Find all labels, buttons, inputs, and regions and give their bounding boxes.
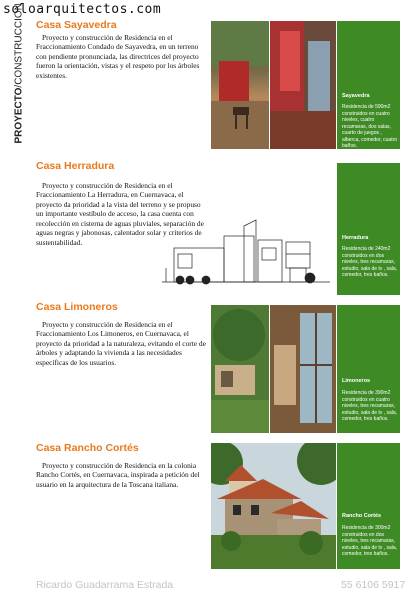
section-title-limoneros: Casa Limoneros	[36, 301, 118, 313]
section-title-herradura: Casa Herradura	[36, 160, 115, 172]
photo-sayavedra-red-wall	[270, 21, 336, 149]
info-card-sayavedra	[337, 21, 400, 149]
vertical-label-light: /CONSTRUCCION	[13, 3, 25, 88]
site-watermark: soloarquitectos.com	[3, 2, 162, 17]
desc-sayavedra: Residencia de 590m2 construidos en cuatro niveles, cuatro recamaras, dos salas, cuarto de juegos , alberca, comedor, cuatro baños.	[342, 104, 398, 149]
info-card-herradura	[337, 163, 400, 295]
caption-sayavedra: Sayavedra	[342, 93, 370, 99]
footer-name: Ricardo Guadarrama Estrada	[36, 579, 174, 591]
caption-herradura: Herradura	[342, 235, 369, 241]
footer-phone: 55 6106 5917	[341, 579, 406, 591]
section-body-limoneros: Proyecto y construcción de Residencia en el Fraccionamiento Los Limoneros, en Cuernavaca, el proyecto da prioridad a la naturaleza, evitando el corte de árboles y adaptando la vivienda a las necesidades específicas de los usuarios.	[36, 320, 206, 367]
caption-limoneros: Limoneros	[342, 378, 371, 384]
photo-sayavedra-interior	[211, 21, 269, 149]
elevation-drawing-herradura	[160, 218, 332, 296]
section-title-sayavedra: Casa Sayavedra	[36, 19, 117, 31]
vertical-label-bold: PROYECTO	[13, 87, 25, 144]
desc-limoneros: Residencia de 390m2 construidos en cuatro niveles, tres recamaras, estudio, sala de tv , sala, comedor, tres baños.	[342, 390, 398, 422]
desc-rancho-cortes: Residencia de 300m2 construidos en dos niveles, tres recamaras, estudio, sala de tv , sala, comedor, tres baños.	[342, 525, 398, 557]
section-body-sayavedra: Proyecto y construcción de Residencia en el Fraccionamiento Condado de Sayavedra, en un terreno con pendiente pronunciada, las directrices del proyecto fueron la orientación, vistas y el respeto por los árboles existentes.	[36, 33, 200, 80]
photo-limoneros-exterior	[211, 305, 269, 433]
photo-rancho-cortes-house	[211, 443, 336, 569]
info-card-limoneros	[337, 305, 400, 433]
vertical-section-label	[9, 3, 29, 148]
photo-limoneros-window	[270, 305, 336, 433]
caption-rancho-cortes: Rancho Cortés	[342, 513, 382, 519]
section-title-rancho-cortes: Casa Rancho Cortés	[36, 442, 139, 454]
desc-herradura: Residencia de 240m2 construidos en dos niveles, tres recamaras, estudio, sala de tv , sala, comedor, tres baños.	[342, 246, 398, 278]
info-card-rancho-cortes	[337, 443, 400, 569]
section-body-rancho-cortes: Proyecto y construcción de Residencia en la colonia Rancho Cortés, en Cuernavaca, inspirada a petición del usuario en la arquitectura de la Toscana italiana.	[36, 461, 200, 489]
section-body-herradura: Proyecto y construcción de Residencia en el Fraccionamiento La Herradura, en Cuernavaca, el proyecto da prioridad a la vista del terreno y se propuso un importante vestíbulo de acceso, la casa cuenta con recolección en cisterna de aguas pluviales, separación de aguas negras y jabonosas, calentador solar y criterios de sustentabilidad.	[36, 181, 204, 247]
